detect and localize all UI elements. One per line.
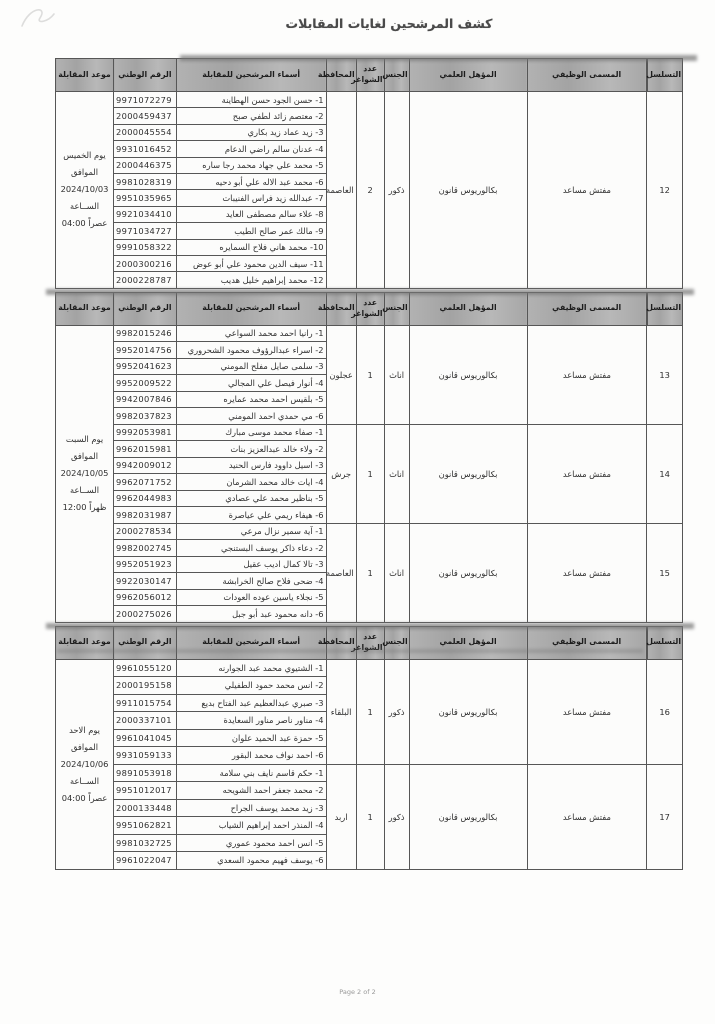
candidate-name: 4- المنذر احمد إبراهيم الشياب [176, 817, 326, 835]
candidate-national-id: 9931016452 [114, 141, 177, 157]
candidate-name: 5- بلقيس احمد محمد عمايره [176, 391, 326, 408]
candidate-name: 10- محمد هاني فلاح السمايره [176, 239, 326, 255]
candidate-name: 3- زيد عماد زيد بكاري [176, 124, 326, 140]
cell-qualification: بكالوريوس قانون [409, 659, 527, 764]
column-header-serial: التسلسل [647, 626, 683, 659]
candidate-name: 3- سلمى صايل مفلح المومني [176, 358, 326, 375]
cell-qualification: بكالوريوس قانون [409, 325, 527, 424]
candidate-national-id: 2000300216 [114, 255, 177, 271]
candidate-name: 2- ولاء خالد عبدالعزيز بنات [176, 441, 326, 458]
candidate-row [56, 764, 683, 782]
cell-qualification: بكالوريوس قانون [409, 523, 527, 622]
pen-mark [14, 0, 74, 36]
candidate-name: 1- حسن الجود حسن الهطاينة [176, 92, 326, 108]
candidate-name: 3- صبري عبدالعظيم عبد الفتاح بديع [176, 694, 326, 712]
table-section-3 [55, 626, 683, 870]
candidate-national-id: 9981032725 [114, 834, 177, 852]
cell-vacancy-count: 1 [356, 424, 384, 523]
column-header-names: أسماء المرشحين للمقابلة [176, 626, 326, 659]
candidate-national-id: 9961022047 [114, 852, 177, 870]
interview-date-cell: يوم السبت الموافق 2024/10/05 الســاعة 12:00 ظهراً [56, 325, 114, 622]
candidates-table [55, 292, 683, 623]
cell-gender: اناث [384, 424, 409, 523]
candidate-name: 5- انس احمد محمود عموري [176, 834, 326, 852]
column-header-governorate: المحافظة [326, 626, 356, 659]
column-header-national: الرقم الوطني [114, 292, 177, 325]
cell-gender: ذكور [384, 92, 409, 289]
candidate-name: 1- آية سمير نزال مرعي [176, 523, 326, 540]
column-header-job: المسمى الوظيفي [527, 626, 647, 659]
cell-qualification: بكالوريوس قانون [409, 92, 527, 289]
candidate-national-id: 9952009522 [114, 375, 177, 392]
candidate-national-id: 9952051923 [114, 556, 177, 573]
cell-vacancy-count: 1 [356, 325, 384, 424]
cell-job-title: مفتش مساعد [527, 764, 647, 869]
column-header-qual: المؤهل العلمي [409, 626, 527, 659]
candidates-tables-container [55, 58, 683, 873]
candidate-national-id: 9942009012 [114, 457, 177, 474]
cell-serial: 12 [647, 92, 683, 289]
cell-serial: 14 [647, 424, 683, 523]
candidate-name: 1- حكم قاسم نايف بني سلامة [176, 764, 326, 782]
candidate-name: 5- بناظير محمد علي عصادي [176, 490, 326, 507]
candidate-national-id: 9911015754 [114, 694, 177, 712]
column-header-names: أسماء المرشحين للمقابلة [176, 292, 326, 325]
candidate-national-id: 9982015246 [114, 325, 177, 342]
column-header-gender: الجنس [384, 626, 409, 659]
candidate-row [56, 523, 683, 540]
candidate-national-id: 9962015981 [114, 441, 177, 458]
candidate-name: 3- زيد محمد يوسف الجراح [176, 799, 326, 817]
candidate-name: 6- يوسف فهيم محمود السعدي [176, 852, 326, 870]
interview-date-cell: يوم الاحد الموافق 2024/10/06 الســاعة 04:00 عصراً [56, 659, 114, 869]
candidate-national-id: 9962044983 [114, 490, 177, 507]
cell-job-title: مفتش مساعد [527, 424, 647, 523]
table-section-2 [55, 292, 683, 623]
candidate-national-id: 9931059133 [114, 747, 177, 765]
cell-serial: 17 [647, 764, 683, 869]
cell-gender: ذكور [384, 764, 409, 869]
column-header-serial: التسلسل [647, 292, 683, 325]
candidate-name: 11- سيف الدين محمود علي أبو عوض [176, 255, 326, 271]
candidate-name: 2- محمد جعفر احمد الشويحه [176, 782, 326, 800]
candidate-national-id: 9971072279 [114, 92, 177, 108]
scan-smudge-artifact [57, 649, 643, 653]
page-footer: Page 2 of 2 [339, 988, 376, 996]
cell-qualification: بكالوريوس قانون [409, 424, 527, 523]
column-header-national: الرقم الوطني [114, 59, 177, 92]
candidate-name: 7- عبدالله زيد فراس الفنيبات [176, 190, 326, 206]
candidate-name: 5- نجلاء ياسين عوده العودات [176, 589, 326, 606]
candidate-national-id: 9891053918 [114, 764, 177, 782]
cell-governorate: اربد [326, 764, 356, 869]
candidate-national-id: 9951012017 [114, 782, 177, 800]
candidate-row [56, 659, 683, 677]
candidate-name: 1- صفاء محمد موسى مبارك [176, 424, 326, 441]
candidate-national-id: 9951035965 [114, 190, 177, 206]
cell-governorate: عجلون [326, 325, 356, 424]
column-header-vacancies: عدد الشواغر [356, 59, 384, 92]
header-row [56, 59, 683, 92]
cell-gender: اناث [384, 325, 409, 424]
column-header-names: أسماء المرشحين للمقابلة [176, 59, 326, 92]
cell-job-title: مفتش مساعد [527, 659, 647, 764]
candidate-name: 8- علاء سالم مصطفى العايد [176, 206, 326, 222]
candidate-national-id: 9942007846 [114, 391, 177, 408]
candidate-row [56, 92, 683, 108]
candidate-national-id: 2000446375 [114, 157, 177, 173]
candidate-name: 5- حمزة عبد الحميد علوان [176, 729, 326, 747]
candidate-national-id: 9982037823 [114, 408, 177, 425]
cell-job-title: مفتش مساعد [527, 92, 647, 289]
column-header-vacancies: عدد الشواغر [356, 292, 384, 325]
column-header-serial: التسلسل [647, 59, 683, 92]
candidate-national-id: 9962056012 [114, 589, 177, 606]
candidate-name: 6- دانه محمود عبد أبو جبل [176, 606, 326, 623]
page-title: كشف المرشحين لغايات المقابلات [285, 16, 493, 31]
cell-gender: اناث [384, 523, 409, 622]
candidate-national-id: 9992053981 [114, 424, 177, 441]
column-header-job: المسمى الوظيفي [527, 59, 647, 92]
candidate-name: 1- رانيا احمد محمد السواعي [176, 325, 326, 342]
candidate-name: 6- احمد نواف محمد البقور [176, 747, 326, 765]
candidate-row [56, 325, 683, 342]
column-header-job: المسمى الوظيفي [527, 292, 647, 325]
cell-gender: ذكور [384, 659, 409, 764]
candidate-national-id: 2000228787 [114, 272, 177, 288]
candidate-national-id: 9952014756 [114, 342, 177, 359]
scan-smudge-artifact [180, 55, 697, 61]
cell-serial: 16 [647, 659, 683, 764]
cell-job-title: مفتش مساعد [527, 523, 647, 622]
candidate-name: 3- اسيل داوود فارس الحنيد [176, 457, 326, 474]
candidate-name: 12- محمد إبراهيم خليل هديب [176, 272, 326, 288]
cell-governorate: العاصمة [326, 523, 356, 622]
scan-smudge-artifact [46, 289, 694, 295]
cell-vacancy-count: 2 [356, 92, 384, 289]
candidate-national-id: 2000337101 [114, 712, 177, 730]
interview-date-cell: يوم الخميس الموافق 2024/10/03 الســاعة 04:00 عصراً [56, 92, 114, 289]
cell-governorate: العاصمة [326, 92, 356, 289]
cell-qualification: بكالوريوس قانون [409, 764, 527, 869]
candidate-name: 6- مي حمدي احمد المومني [176, 408, 326, 425]
column-header-date: موعد المقابلة [56, 626, 114, 659]
candidate-national-id: 2000459437 [114, 108, 177, 124]
column-header-national: الرقم الوطني [114, 626, 177, 659]
table-section-1 [55, 58, 683, 289]
candidate-national-id: 9922030147 [114, 573, 177, 590]
candidate-national-id: 9971034727 [114, 223, 177, 239]
candidate-national-id: 9982031987 [114, 507, 177, 524]
candidate-name: 3- تالا كمال اديب عقيل [176, 556, 326, 573]
candidate-row [56, 424, 683, 441]
candidate-name: 4- ايات خالد محمد الشرمان [176, 474, 326, 491]
candidate-national-id: 2000278534 [114, 523, 177, 540]
cell-vacancy-count: 1 [356, 764, 384, 869]
column-header-governorate: المحافظة [326, 59, 356, 92]
candidate-name: 1- الشتيوي محمد عبد الجوارنه [176, 659, 326, 677]
candidate-name: 6- محمد عبد الاله علي أبو دحيه [176, 173, 326, 189]
cell-governorate: البلقاء [326, 659, 356, 764]
candidate-national-id: 2000045554 [114, 124, 177, 140]
cell-governorate: جرش [326, 424, 356, 523]
column-header-qual: المؤهل العلمي [409, 59, 527, 92]
candidates-table [55, 58, 683, 289]
column-header-date: موعد المقابلة [56, 292, 114, 325]
column-header-vacancies: عدد الشواغر [356, 626, 384, 659]
candidate-name: 2- انس محمد حمود الطفيلي [176, 677, 326, 695]
candidate-name: 2- معتصم زائد لطفي صبح [176, 108, 326, 124]
candidate-national-id: 9952041623 [114, 358, 177, 375]
candidate-national-id: 9921034410 [114, 206, 177, 222]
candidate-name: 9- مالك عمر صالح الطيب [176, 223, 326, 239]
column-header-date: موعد المقابلة [56, 59, 114, 92]
scan-smudge-artifact [46, 623, 694, 629]
candidate-name: 4- ضحى فلاح صالح الخرابشة [176, 573, 326, 590]
cell-vacancy-count: 1 [356, 523, 384, 622]
candidate-national-id: 2000275026 [114, 606, 177, 623]
candidate-name: 4- أنوار فيصل علي المجالي [176, 375, 326, 392]
candidate-national-id: 9962071752 [114, 474, 177, 491]
candidate-national-id: 9961041045 [114, 729, 177, 747]
candidate-national-id: 2000133448 [114, 799, 177, 817]
candidate-name: 2- دعاء ذاكر يوسف البستنجي [176, 540, 326, 557]
cell-serial: 13 [647, 325, 683, 424]
candidate-national-id: 9991058322 [114, 239, 177, 255]
header-row [56, 626, 683, 659]
column-header-governorate: المحافظة [326, 292, 356, 325]
header-row [56, 292, 683, 325]
candidate-national-id: 9982002745 [114, 540, 177, 557]
candidates-table [55, 626, 683, 870]
column-header-gender: الجنس [384, 59, 409, 92]
cell-vacancy-count: 1 [356, 659, 384, 764]
cell-job-title: مفتش مساعد [527, 325, 647, 424]
candidate-national-id: 9961055120 [114, 659, 177, 677]
column-header-gender: الجنس [384, 292, 409, 325]
candidate-name: 2- اسراء عبدالرؤوف محمود الشحروري [176, 342, 326, 359]
candidate-national-id: 9981028319 [114, 173, 177, 189]
candidate-name: 5- محمد علي جهاد محمد رجا ساره [176, 157, 326, 173]
cell-serial: 15 [647, 523, 683, 622]
candidate-national-id: 2000195158 [114, 677, 177, 695]
column-header-qual: المؤهل العلمي [409, 292, 527, 325]
candidate-name: 4- عدنان سالم راضي الدعام [176, 141, 326, 157]
candidate-name: 6- هيفاء ريمي علي عياصرة [176, 507, 326, 524]
candidate-national-id: 9951062821 [114, 817, 177, 835]
candidate-name: 4- مناور ناصر مناور السعايدة [176, 712, 326, 730]
